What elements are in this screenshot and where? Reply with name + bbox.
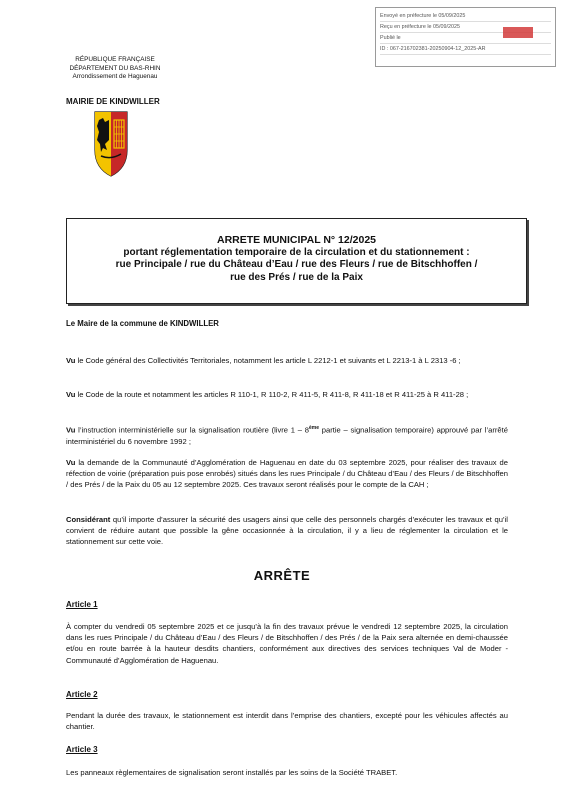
arrete-heading: ARRÊTE <box>253 568 311 583</box>
vu-text: le Code général des Collectivités Territoriales, notamment les article L 2212-1 et suivants et L 2213-1 à L 2313 -6 ; <box>75 356 461 365</box>
decree-number: ARRETE MUNICIPAL N° 12/2025 <box>216 234 377 246</box>
stamp-red-mark <box>503 27 533 38</box>
considerant-paragraph <box>66 514 508 548</box>
stamp-id: ID : 067-216702381-20250904-12_2025-AR <box>380 44 551 55</box>
republique-line: RÉPUBLIQUE FRANÇAISE <box>75 56 155 63</box>
considerant-text: qu’il importe d’assurer la sécurité des usagers ainsi que celle des personnels chargés d’exécuter les travaux et qu’il convient de réduire autant que possible la gêne occasionnée à la circulation, il y a lieu de réglementer la circulation et le stationnement sur cette voie. <box>66 515 508 547</box>
decree-streets-1: rue Principale / rue du Château d’Eau / rue des Fleurs / rue de Bitschhoffen / <box>115 259 478 270</box>
article-2-text: Pendant la durée des travaux, le stationnement est interdit dans l’emprise des chantiers, excepté pour les véhicules affectés au chantier. <box>66 711 508 732</box>
departement-line: DÉPARTEMENT DU BAS-RHIN <box>69 64 161 72</box>
coat-of-arms-icon <box>93 110 129 178</box>
vu-label: Vu <box>66 356 76 365</box>
decree-subject: portant réglementation temporaire de la circulation et du stationnement : <box>123 246 470 258</box>
stamp-sent: Envoyé en préfecture le 05/09/2025 <box>380 11 551 22</box>
considerant-label: Considérant <box>66 515 111 524</box>
stamp-published: Publié le <box>380 33 551 44</box>
prefecture-stamp <box>375 7 556 67</box>
article-3-title: Article 3 <box>66 745 98 754</box>
article-1-title: Article 1 <box>66 600 98 609</box>
decree-title-box <box>66 218 527 304</box>
article-3-text: Les panneaux règlementaires de signalisation seront installés par les soins de la Société TRABET. <box>66 768 398 777</box>
vu-paragraph-3 <box>66 423 508 447</box>
article-2-title: Article 2 <box>66 690 98 699</box>
decree-streets-2: rue des Prés / rue de la Paix <box>230 271 363 283</box>
stamp-received: Reçu en préfecture le 05/09/2025 <box>380 22 551 33</box>
arrondissement-line: Arrondissement de Haguenau <box>72 73 158 80</box>
administrative-header <box>60 56 170 82</box>
vu-text: partie – signalisation temporaire) approuvé par l’arrêté interministériel du 6 novembre 1992 ; <box>66 425 508 446</box>
mayor-intro: Le Maire de la commune de KINDWILLER <box>66 319 219 328</box>
vu-paragraph-2 <box>66 389 508 400</box>
article-1-text: À compter du vendredi 05 septembre 2025 et ce jusqu’à la fin des travaux prévue le vendredi 12 septembre 2025, la circulation dans les rues Principale / du Château d’Eau / des Fleurs / de Bitschhoffen / des Prés / de la Paix sera alternée en demi-chaussée et/ou en route barrée à la hauteur desdits chantiers, conformément aux directives des services techniques Val de Moder - Communauté d’Agglomération de Haguenau. <box>66 622 508 665</box>
vu-paragraph-1 <box>66 355 508 366</box>
vu-label: Vu <box>66 390 76 399</box>
vu-text: le Code de la route et notamment les articles R 110-1, R 110-2, R 411-5, R 411-8, R 411-18 et R 411-25 à R 411-28 ; <box>75 390 469 399</box>
vu-paragraph-4 <box>66 457 508 491</box>
vu-text: l’instruction interministérielle sur la signalisation routière (livre 1 – 8 <box>75 425 309 435</box>
vu-label: Vu <box>66 425 76 435</box>
superscript: ème <box>308 425 319 431</box>
vu-text: la demande de la Communauté d’Agglomération de Haguenau en date du 03 septembre 2025, pour réaliser des travaux de réfection de voirie (préparation puis pose enrobés) situés dans les rues Principale / du Château d’Eau / des Fleurs / de Bitschhoffen / des Prés / de la Paix du 05 au 12 septembre 2025. Ces travaux seront réalisés pour le compte de la CAH ; <box>66 458 508 490</box>
mairie-name: MAIRIE DE KINDWILLER <box>66 97 160 106</box>
vu-label: Vu <box>66 458 76 467</box>
